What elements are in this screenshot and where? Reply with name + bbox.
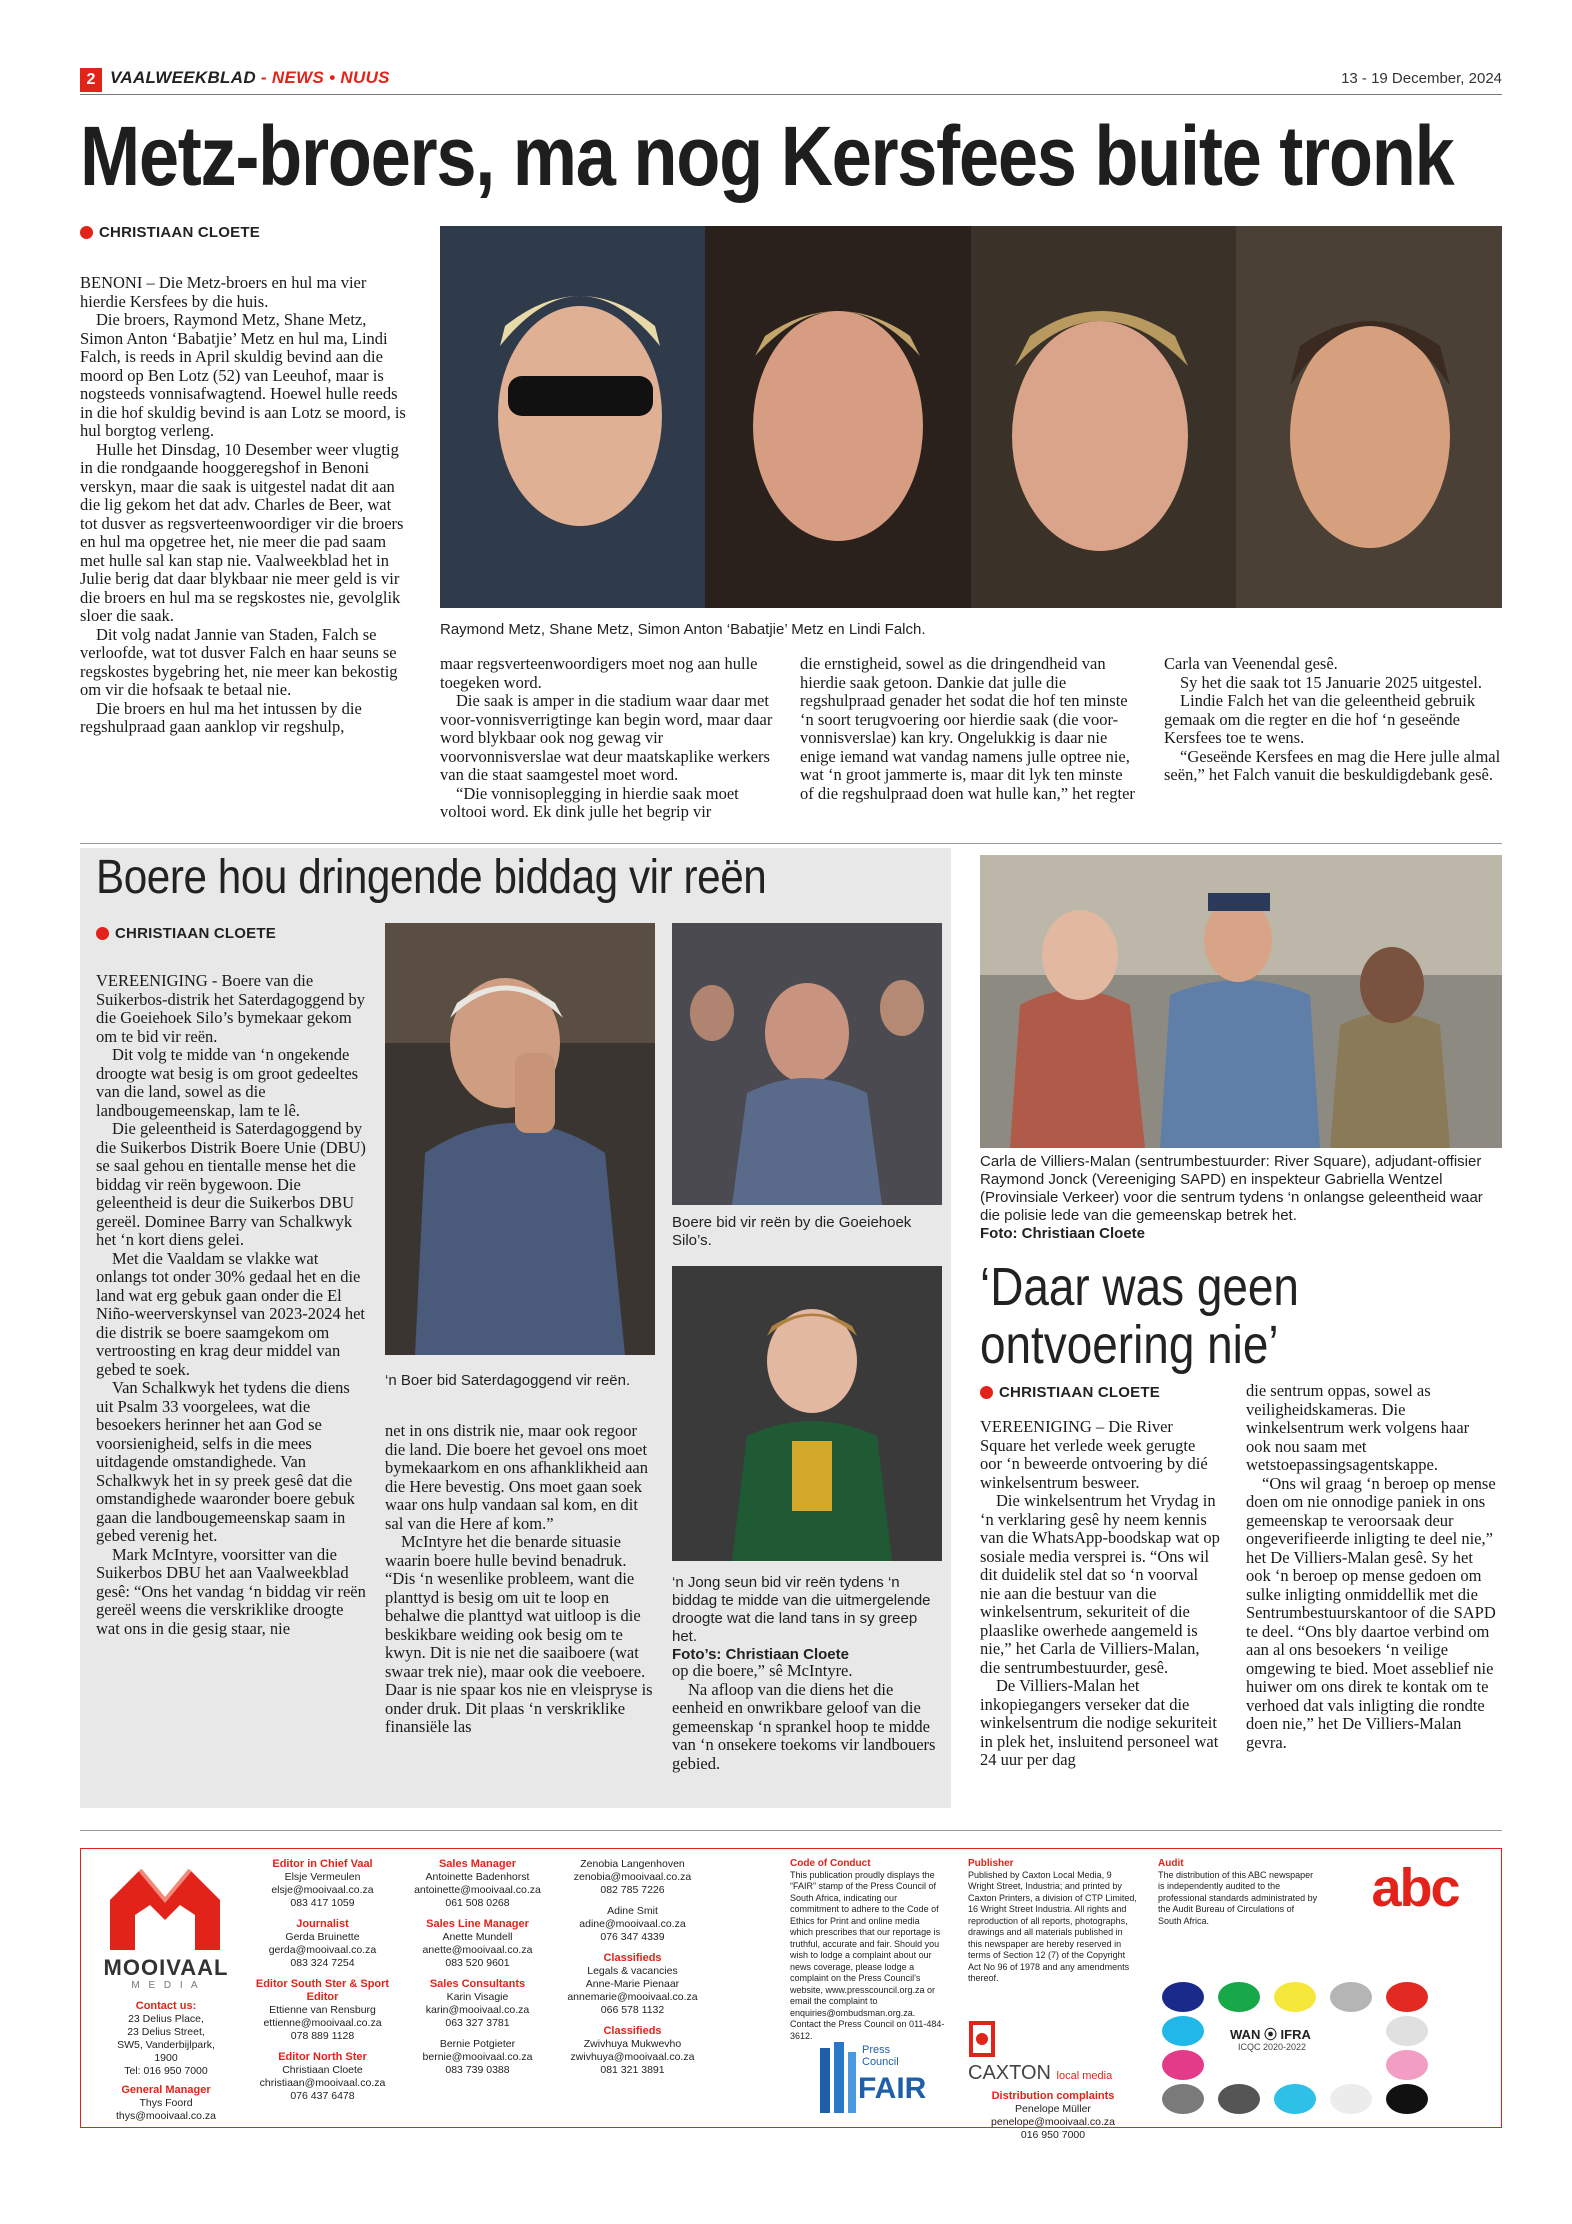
story2-col3 — [672, 1662, 942, 1773]
issue-date: 13 - 19 December, 2024 — [1341, 70, 1502, 87]
staff-line: antoinette@mooivaal.co.za — [414, 1884, 541, 1896]
gm-title: General Manager — [121, 2084, 211, 2096]
story1-col2 — [440, 655, 778, 822]
swatch — [1274, 2084, 1316, 2114]
staff-line: Gerda Bruinette — [285, 1931, 360, 1943]
paragraph: De Villiers-Malan het inkopiegangers verseker dat die winkelsentrum die nodige sekuriteit in plek het, insluitend personeel wat 24 uur per dag — [980, 1676, 1219, 1769]
photo-credit: Foto’s: Christiaan Cloete — [672, 1646, 849, 1663]
staff-title: Sales Consultants — [429, 1978, 526, 1990]
mooivaal-logo — [100, 1860, 230, 1970]
staff-line: Elsje Vermeulen — [284, 1871, 361, 1883]
staff-title: Sales Line Manager — [426, 1918, 529, 1930]
dist-title: Distribution complaints — [991, 2090, 1115, 2102]
abc-logo: abc — [1371, 1858, 1459, 1918]
staff-title: Classifieds — [603, 2025, 662, 2037]
mooivaal-sub: M E D I A — [131, 1980, 201, 1991]
farmer-photo — [385, 923, 655, 1355]
swatch — [1386, 2084, 1428, 2114]
swatch — [1386, 2016, 1428, 2046]
story1-col4 — [1164, 655, 1502, 785]
staff-line: Zenobia Langenhoven — [580, 1858, 685, 1870]
contact-line: Tel: 016 950 7000 — [124, 2065, 208, 2077]
page-number: 2 — [80, 68, 102, 92]
paragraph: op die boere,” sê McIntyre. — [672, 1661, 853, 1680]
paragraph: Hulle het Dinsdag, 10 Desember weer vlugtig in die rondgaande hooggeregshof in Benoni verskyn, maar die saak is uitgestel nadat dit aan die lig gekom het dat adv. Charles de Beer, wat tot dusver as regsverteenwoordiger vir die broers en hul ma opgetree het, nie meer die pad saam met hulle sal kan stap nie. Vaalweekblad het in Julie berig dat daar blykbaar nie meer geld is vir die broers en hul ma se regskostes nie, gevolglik sloer die saak. — [80, 439, 404, 625]
staff-line: Anne-Marie Pienaar — [585, 1978, 680, 1990]
story3-headline-1: ‘Daar was geen — [980, 1257, 1299, 1317]
staff-line: 083 417 1059 — [290, 1897, 355, 1909]
paragraph: Sy het die saak tot 15 Januarie 2025 uitgestel. — [1180, 672, 1482, 692]
congregation-caption: Boere bid vir reën by die Goeiehoek Silo’s. — [672, 1214, 912, 1249]
staff-line: 063 327 3781 — [445, 2017, 510, 2029]
paragraph: “Geseënde Kersfees en mag die Here julle almal seën,” het Falch vanuit die beskuldigdebank gesê. — [1164, 746, 1501, 784]
paragraph: maar regsverteenwoordigers moet nog aan hulle toegeken word. — [440, 654, 758, 692]
paragraph: Van Schalkwyk het tydens die diens uit Psalm 33 voorgelees, wat die besoekers herinner het aan God se voorsienigheid, selfs in die mees uitdagende omstandighede. Van Schalkwyk het in sy preek gesê dat die omstandighede waaronder boere gebuk gaan die landbougemeenskap saam in gebed verenig het. — [96, 1378, 355, 1545]
staff-line: gerda@mooivaal.co.za — [268, 1944, 377, 1956]
staff-title: Journalist — [296, 1918, 349, 1930]
staff-title: Editor in Chief Vaal — [272, 1858, 373, 1870]
metz-photo — [440, 226, 1502, 608]
farmer-praying-photo — [385, 923, 655, 1355]
council-label: Council — [862, 2056, 899, 2068]
staff-col-b — [405, 1858, 550, 2077]
publisher-block — [968, 1858, 1138, 1985]
staff-line: elsje@mooivaal.co.za — [271, 1884, 374, 1896]
staff-line: christiaan@mooivaal.co.za — [259, 2077, 386, 2089]
farmer-caption: ‘n Boer bid Saterdagoggend vir reën. — [385, 1372, 631, 1389]
staff-line: Christiaan Cloete — [282, 2064, 363, 2076]
boy-praying-photo — [672, 1266, 942, 1561]
press-council-label — [862, 2044, 899, 2068]
paragraph: Mark McIntyre, voorsitter van die Suikerbos DBU het aan Vaalweekblad gesê: “Ons het vandag ‘n biddag vir reën gereël weens die verskriklike droogte wat ons in die gesig staar, nie — [96, 1544, 366, 1638]
staff-title: Editor South Ster & Sport Editor — [255, 1978, 390, 2003]
river-square-caption-text: Carla de Villiers-Malan (sentrumbestuurder: River Square), adjudant-offisier Raymond Jonck (Vereeniging SAPD) en inspekteur Gabriella Wentzel (Provinsiale Verkeer) voor die sentrum tydens ‘n onlangse geleentheid waar die polisie lede van die gemeenskap betrek het. — [980, 1153, 1483, 1224]
contact-line: 23 Delius Street, — [127, 2026, 205, 2038]
publisher-text: Published by Caxton Local Media, 9 Wright Street, Industria; and printed by Caxton Printers, a division of CTP Limited, 16 Wright Street Industria. All rights and reproduction of all reports, photographs, drawings and all materials published in this newspaper are hereby reserved in terms of Section 12 (7) of the Copyright Act No 96 of 1978 and any amendments thereof. — [968, 1869, 1137, 1983]
story2-col1 — [96, 972, 371, 1638]
swatch — [1386, 2050, 1428, 2080]
paragraph: VEREENIGING - Boere van die Suikerbos-distrik het Saterdagoggend by die Goeiehoek Silo’s bymekaar gekom om te bid vir reën. — [96, 971, 365, 1046]
gm-line: Thys Foord — [139, 2097, 193, 2109]
photo-credit: Foto: Christiaan Cloete — [980, 1225, 1146, 1242]
byline-dot-icon — [96, 927, 109, 940]
byline-dot-icon — [980, 1386, 993, 1399]
conduct-text: This publication proudly displays the “FAIR” stamp of the Press Council of South Africa, indicating our commitment to adhere to the Code of Ethics for Print and online media which prescribes that our reportage is truthful, accurate and fair. Should you wish to lodge a complaint about our news coverage, please lodge a complaint on the Press Council’s website, www.presscouncil.org.za or email the complaint to enquiries@ombudsman.org.za. Contact the Press Council on 011-484-3612. — [790, 1869, 945, 2041]
press-label: Press — [862, 2044, 891, 2056]
gm-line: thys@mooivaal.co.za — [116, 2110, 216, 2122]
byline-text: CHRISTIAAN CLOETE — [115, 925, 276, 942]
audit-title: Audit — [1158, 1858, 1184, 1869]
river-square-caption — [980, 1153, 1502, 1243]
paragraph: “Die vonnisoplegging in hierdie saak moet voltooi word. Ek dink julle het begrip vir — [440, 783, 739, 821]
wan-ifra-logo: WAN ⦿ IFRA — [1230, 2027, 1311, 2042]
paragraph: Carla van Veenendal gesê. — [1164, 654, 1338, 673]
contact-line: SW5, Vanderbijlpark, — [117, 2039, 215, 2051]
staff-title: Classifieds — [603, 1952, 662, 1964]
staff-col-a — [250, 1858, 395, 2103]
staff-line: annemarie@mooivaal.co.za — [567, 1991, 698, 2003]
boy-caption — [672, 1574, 942, 1664]
staff-line: Legals & vacancies — [587, 1965, 678, 1977]
paragraph: Dit volg te midde van ‘n ongekende droogte wat besig is om groot gedeeltes van die land, sowel as die landbougemeenskap, lam te lê. — [96, 1045, 359, 1120]
contact-block — [92, 2000, 240, 2123]
staff-line: Anette Mundell — [442, 1931, 513, 1943]
swatch — [1274, 1982, 1316, 2012]
story2-col2 — [385, 1422, 655, 1737]
story3-headline-2: ontvoering nie’ — [980, 1315, 1279, 1375]
staff-line: adine@mooivaal.co.za — [579, 1918, 686, 1930]
story1-headline: Metz-broers, ma nog Kersfees buite tronk — [80, 109, 1454, 203]
story1-col3 — [800, 655, 1138, 803]
swatch — [1218, 1982, 1260, 2012]
distribution-block — [968, 2090, 1138, 2142]
staff-line: 082 785 7226 — [600, 1884, 665, 1896]
swatch — [1162, 2016, 1204, 2046]
press-council-logo — [818, 2038, 928, 2118]
staff-line: zwivhuya@mooivaal.co.za — [570, 2051, 695, 2063]
paragraph: Die broers en hul ma het intussen by die regshulpraad gaan aanklop vir regshulp, — [80, 698, 362, 736]
story3-col2 — [1246, 1382, 1496, 1752]
paragraph: Dit volg nadat Jannie van Staden, Falch se verloofde, wat tot dusver Falch en haar seuns se regskostes bygebring het, nie meer kan bekostig om vir die hofsaak te betaal nie. — [80, 624, 398, 699]
caxton-logo — [968, 2062, 1112, 2085]
paragraph: Die geleentheid is Saterdagoggend by die Suikerbos Distrik Boere Unie (DBU) se saal gehou en tientalle mense het die biddag vir reën bygewoon. Die geleentheid is deur die Suikerbos DBU gereël. Dominee Barry van Schalkwyk het ‘n kort diens gelei. — [96, 1119, 366, 1249]
staff-line: karin@mooivaal.co.za — [425, 2004, 530, 2016]
paragraph: net in ons distrik nie, maar ook regoor die land. Die boere het gevoel ons moet bymekaarkom en ons afhanklikheid aan die Here bevestig. Ons moet gaan soek waar ons hulp vandaan sal kom, en dit sal van die Here af kom.” — [385, 1421, 648, 1533]
contact-line: 23 Delius Place, — [128, 2013, 204, 2025]
staff-line: 083 520 9601 — [445, 1957, 510, 1969]
byline-dot-icon — [80, 226, 93, 239]
publisher-title: Publisher — [968, 1858, 1014, 1869]
conduct-title: Code of Conduct — [790, 1858, 871, 1869]
staff-line: 078 889 1128 — [290, 2030, 355, 2042]
audit-text: The distribution of this ABC newspaper is independently audited to the professional standards administrated by the Audit Bureau of Circulations of South Africa. — [1158, 1869, 1318, 1926]
caxton-emblem — [968, 2020, 996, 2058]
masthead-sep: - — [255, 68, 272, 87]
paragraph: die ernstigheid, sowel as die dringendheid van hierdie saak getoon. Dankie dat julle die regshulpraad genader het sodat die hof ten minste ‘n soort terugvoering oor hierdie saak (die voor-vonnisverslae) kan kry. Ongelukkig is daar nie enige iemand wat vandag namens julle optree nie, wat ‘n groot jammerte is, maar dit lyk ten minste of die regshulpraad doen wat hulle kan,” het regter — [800, 654, 1135, 803]
paragraph: Met die Vaaldam se vlakke wat onlangs tot onder 30% gedaal het en die land wat erg gebuk gaan onder die El Niño-weerverskynsel van 2023-2024 het die distrik se boere saamgekom om vertroosting en krag deur middel van gebed te soek. — [96, 1248, 365, 1379]
swatch — [1162, 1982, 1204, 2012]
paragraph: Lindie Falch het van die geleentheid gebruik gemaak om die regter en die hof ‘n geseënde Kersfees toe te wens. — [1164, 691, 1476, 747]
paragraph: Die broers, Raymond Metz, Shane Metz, Simon Anton ‘Babatjie’ Metz en hul ma, Lindi Falch, is reeds in April skuldig bevind aan die moord op Ben Lotz (52) van Leeuhof, maar is nogsteeds vonnisafwagtend. Hoewel hulle reeds in die hof skuldig bevind is aan Lotz se moord, is hul borgtog verleng. — [80, 310, 406, 440]
staff-line: 076 347 4339 — [600, 1931, 665, 1943]
staff-col-c — [560, 1858, 705, 2077]
paragraph: BENONI – Die Metz-broers en hul ma vier hierdie Kersfees by die huis. — [80, 273, 367, 311]
press-council-icon — [818, 2038, 858, 2118]
dist-line: 016 950 7000 — [1020, 2129, 1086, 2141]
masthead-rule — [80, 94, 1502, 95]
mooivaal-wordmark: MOOIVAAL — [103, 1955, 229, 1980]
caxton-sub: local media — [1056, 2070, 1113, 2082]
story2-headline: Boere hou dringende biddag vir reën — [96, 851, 767, 904]
swatch — [1330, 1982, 1372, 2012]
staff-line: ettienne@mooivaal.co.za — [263, 2017, 382, 2029]
code-of-conduct — [790, 1858, 945, 2042]
fair-label: FAIR — [858, 2072, 927, 2105]
section-name: NEWS • NUUS — [271, 68, 390, 87]
story3-col1 — [980, 1418, 1220, 1770]
paragraph: “Ons wil graag ‘n beroep op mense doen om nie onnodige paniek in ons gemeenskap te veroorsaak deur ongeverifieerde inligting te deel nie,” het De Villiers-Malan gesê. Sy het ook ‘n beroep op mense gedoen om sulke inligting onmiddellik met die Sentrumbestuurskantoor of die SAPD te deel. “Ons bly daartoe verbind om aan al ons besoekers ‘n veilige omgewing te bied. Moet asseblief nie huiwer om ons direk te kontak om te verhoed dat vals inligting die rondte doen nie,” het De Villiers-Malan gevra. — [1246, 1473, 1496, 1752]
section-divider — [80, 843, 1502, 844]
icqc-label: ICQC 2020-2022 — [1238, 2042, 1307, 2052]
staff-line: 076 437 6478 — [290, 2090, 355, 2102]
staff-line: 083 324 7254 — [290, 1957, 355, 1969]
masthead — [110, 68, 390, 88]
paper-name: VAALWEEKBLAD — [110, 68, 256, 87]
metz-photo-strip — [440, 226, 1502, 608]
paragraph: McIntyre het die benarde situasie waarin boere hulle bevind benadruk. “Dis ‘n wesenlike probleem, want die planttyd is besig om uit te loop en behalwe die planttyd wat uitloop is die beskikbare weiding ook besig om te kwyn. Dit is nie net die saaiboere (wat swaar trek nie), maar ook die veeboere. Daar is nie spaar kos nie en vleispryse is onder druk. Dit plaas ‘n verskriklike finansiële las — [385, 1532, 653, 1736]
swatch — [1330, 2084, 1372, 2114]
staff-line: 066 578 1132 — [600, 2004, 665, 2016]
story1-byline — [80, 224, 260, 241]
story2-byline — [96, 925, 276, 942]
boy-image — [672, 1266, 942, 1561]
paragraph: Na afloop van die diens het die eenheid en onwrikbare geloof van die gemeenskap ‘n sprankel hoop te midde van ‘n onsekere toekoms vir landbouers gebied. — [672, 1679, 936, 1773]
caxton-name: CAXTON — [968, 2062, 1051, 2084]
staff-line: 083 739 0388 — [445, 2064, 510, 2076]
caxton-emblem-icon — [968, 2020, 996, 2058]
staff-line: 061 508 0268 — [445, 1897, 510, 1909]
story3-byline — [980, 1384, 1160, 1401]
paragraph: Die saak is amper in die stadium waar daar met voor-vonnisverrigtinge kan begin word, maar daar word blykbaar ook nog gewag vir voorvonnisverslae wat deur maatskaplike werkers van die staat saamgestel moet word. — [440, 691, 773, 784]
staff-line: Karin Visagie — [446, 1991, 509, 2003]
contact-title: Contact us: — [135, 2000, 197, 2012]
staff-line: Bernie Potgieter — [439, 2038, 516, 2050]
metz-photo-caption: Raymond Metz, Shane Metz, Simon Anton ‘Babatjie’ Metz en Lindi Falch. — [440, 621, 926, 638]
staff-line: 081 321 3891 — [600, 2064, 665, 2076]
mooivaal-logo-icon — [100, 1860, 230, 1955]
staff-line: Antoinette Badenhorst — [425, 1871, 530, 1883]
story1-col1 — [80, 274, 410, 737]
staff-title: Sales Manager — [438, 1858, 517, 1870]
contact-line: 1900 — [154, 2052, 178, 2064]
footer-divider — [80, 1830, 1502, 1831]
river-square-photo — [980, 855, 1502, 1148]
staff-line: Zwivhuya Mukwevho — [583, 2038, 682, 2050]
boy-caption-text: ‘n Jong seun bid vir reën tydens ‘n biddag te midde van die uitmergelende droogte wat die land tans in sy greep het. — [672, 1574, 931, 1645]
staff-line: zenobia@mooivaal.co.za — [573, 1871, 692, 1883]
congregation-image — [672, 923, 942, 1205]
staff-line: Ettienne van Rensburg — [269, 2004, 376, 2016]
paragraph: Die winkelsentrum het Vrydag in ‘n verklaring gesê hy neem kennis van die WhatsApp-boodskap wat op sosiale media versprei is. “Ons wil dit duidelik stel dat so ‘n voorval nie aan die bestuur van die winkelsentrum, sekuriteit of die plaaslike owerhede aangemeld is nie,” het Carla de Villiers-Malan, die sentrumbestuurder, gesê. — [980, 1491, 1220, 1677]
congregation-photo — [672, 923, 942, 1205]
staff-title: Editor North Ster — [278, 2051, 367, 2063]
swatch — [1386, 1982, 1428, 2012]
byline-text: CHRISTIAAN CLOETE — [999, 1384, 1160, 1401]
swatch — [1162, 2050, 1204, 2080]
river-square-image — [980, 855, 1502, 1148]
byline-text: CHRISTIAAN CLOETE — [99, 224, 260, 241]
swatch — [1162, 2084, 1204, 2114]
paragraph: VEREENIGING – Die River Square het verlede week gerugte oor ‘n beweerde ontvoering by dié winkelsentrum besweer. — [980, 1417, 1208, 1492]
colour-test-chart — [1160, 1980, 1490, 2118]
dist-line: penelope@mooivaal.co.za — [991, 2116, 1115, 2128]
audit-block — [1158, 1858, 1318, 1927]
staff-line: Adine Smit — [607, 1905, 658, 1917]
staff-line: anette@mooivaal.co.za — [422, 1944, 533, 1956]
paragraph: die sentrum oppas, sowel as veiligheidskameras. Die winkelsentrum werk volgens haar ook nou saam met wetstoepassingsagentskappe. — [1246, 1381, 1470, 1474]
swatch — [1218, 2084, 1260, 2114]
staff-line: bernie@mooivaal.co.za — [422, 2051, 533, 2063]
dist-line: Penelope Müller — [1015, 2103, 1091, 2115]
